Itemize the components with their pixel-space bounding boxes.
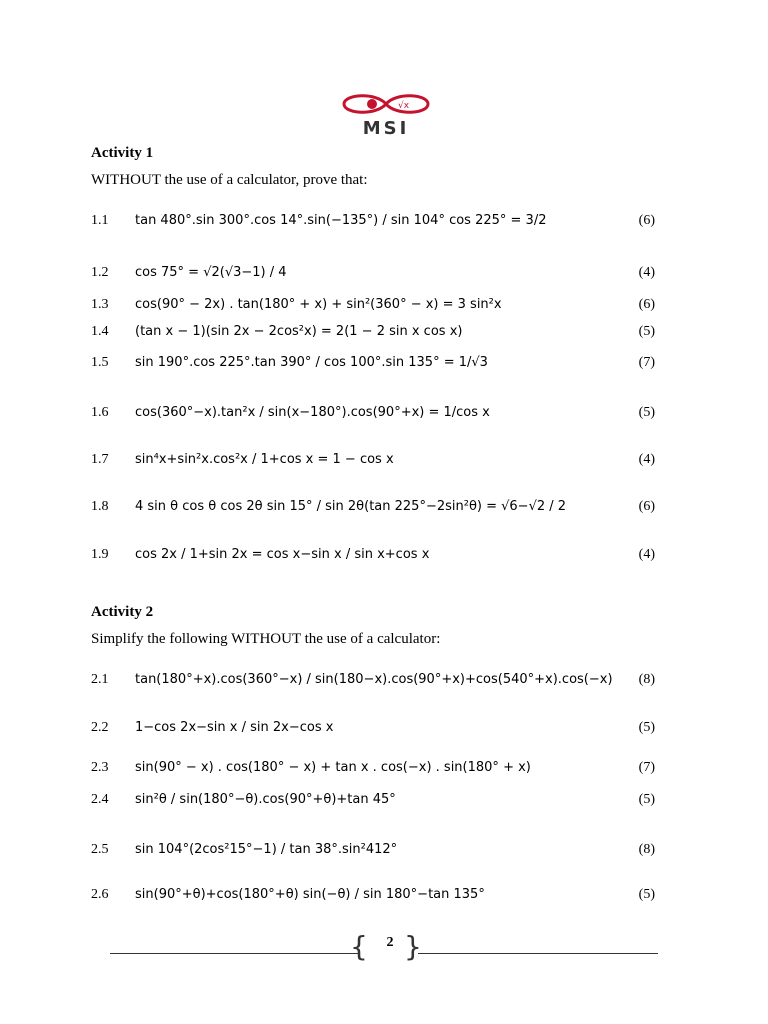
question-number: 2.1 <box>91 672 109 687</box>
question-number: 1.3 <box>91 297 109 312</box>
question-expression: sin 104°(2cos²15°−1) / tan 38°.sin²412° <box>135 842 398 857</box>
page-number: 2 <box>386 935 394 950</box>
question-expression: cos(90° − 2x) . tan(180° + x) + sin²(360° − x) = 3 sin²x <box>135 297 502 312</box>
question-number: 2.5 <box>91 842 109 857</box>
question-marks: (8) <box>638 672 655 687</box>
question-marks: (7) <box>638 760 655 775</box>
question-expression: (tan x − 1)(sin 2x − 2cos²x) = 2(1 − 2 sin x cos x) <box>135 324 463 339</box>
question-marks: (5) <box>638 405 655 420</box>
question-marks: (4) <box>638 452 655 467</box>
question-number: 2.3 <box>91 760 109 775</box>
question-expression: sin(90° − x) . cos(180° − x) + tan x . cos(−x) . sin(180° + x) <box>135 760 531 775</box>
question-marks: (5) <box>638 792 655 807</box>
question-number: 1.2 <box>91 265 109 280</box>
question-marks: (8) <box>638 842 655 857</box>
question-expression: cos(360°−x).tan²x / sin(x−180°).cos(90°+x) = 1/cos x <box>135 405 490 420</box>
question-number: 2.2 <box>91 720 109 735</box>
question-expression: sin(90°+θ)+cos(180°+θ) sin(−θ) / sin 180°−tan 135° <box>135 887 485 902</box>
msi-logo <box>336 94 436 136</box>
question-expression: 1−cos 2x−sin x / sin 2x−cos x <box>135 720 334 735</box>
svg-text:√x: √x <box>398 101 410 111</box>
question-expression: sin²θ / sin(180°−θ).cos(90°+θ)+tan 45° <box>135 792 396 807</box>
question-expression: sin⁴x+sin²x.cos²x / 1+cos x = 1 − cos x <box>135 452 394 467</box>
question-expression: sin 190°.cos 225°.tan 390° / cos 100°.sin 135° = 1/√3 <box>135 355 488 370</box>
question-marks: (5) <box>638 887 655 902</box>
activity-2-intro: Simplify the following WITHOUT the use of a calculator: <box>91 631 441 647</box>
activity-2-heading: Activity 2 <box>91 604 154 620</box>
question-expression: tan 480°.sin 300°.cos 14°.sin(−135°) / sin 104° cos 225° = 3/2 <box>135 213 547 228</box>
question-number: 1.7 <box>91 452 109 467</box>
question-marks: (6) <box>638 213 655 228</box>
activity-1-intro: WITHOUT the use of a calculator, prove that: <box>91 172 368 188</box>
question-number: 1.9 <box>91 547 109 562</box>
question-marks: (6) <box>638 297 655 312</box>
question-marks: (5) <box>638 720 655 735</box>
question-marks: (6) <box>638 499 655 514</box>
footer-rule-left <box>110 953 360 954</box>
question-marks: (4) <box>638 547 655 562</box>
question-number: 1.1 <box>91 213 109 228</box>
question-number: 2.6 <box>91 887 109 902</box>
activity-1-heading: Activity 1 <box>91 145 154 161</box>
question-number: 2.4 <box>91 792 109 807</box>
question-number: 1.5 <box>91 355 109 370</box>
question-expression: cos 75° = √2(√3−1) / 4 <box>135 265 287 280</box>
svg-text:MSI: MSI <box>362 118 410 136</box>
footer-rule-right <box>418 953 658 954</box>
question-expression: cos 2x / 1+sin 2x = cos x−sin x / sin x+cos x <box>135 547 430 562</box>
question-marks: (4) <box>638 265 655 280</box>
question-expression: tan(180°+x).cos(360°−x) / sin(180−x).cos(90°+x)+cos(540°+x).cos(−x) <box>135 672 613 687</box>
question-number: 1.4 <box>91 324 109 339</box>
question-expression: 4 sin θ cos θ cos 2θ sin 15° / sin 2θ(tan 225°−2sin²θ) = √6−√2 / 2 <box>135 499 567 514</box>
question-marks: (5) <box>638 324 655 339</box>
right-brace: } <box>404 930 422 963</box>
question-number: 1.8 <box>91 499 109 514</box>
left-brace: { <box>350 930 368 963</box>
question-marks: (7) <box>638 355 655 370</box>
question-number: 1.6 <box>91 405 109 420</box>
